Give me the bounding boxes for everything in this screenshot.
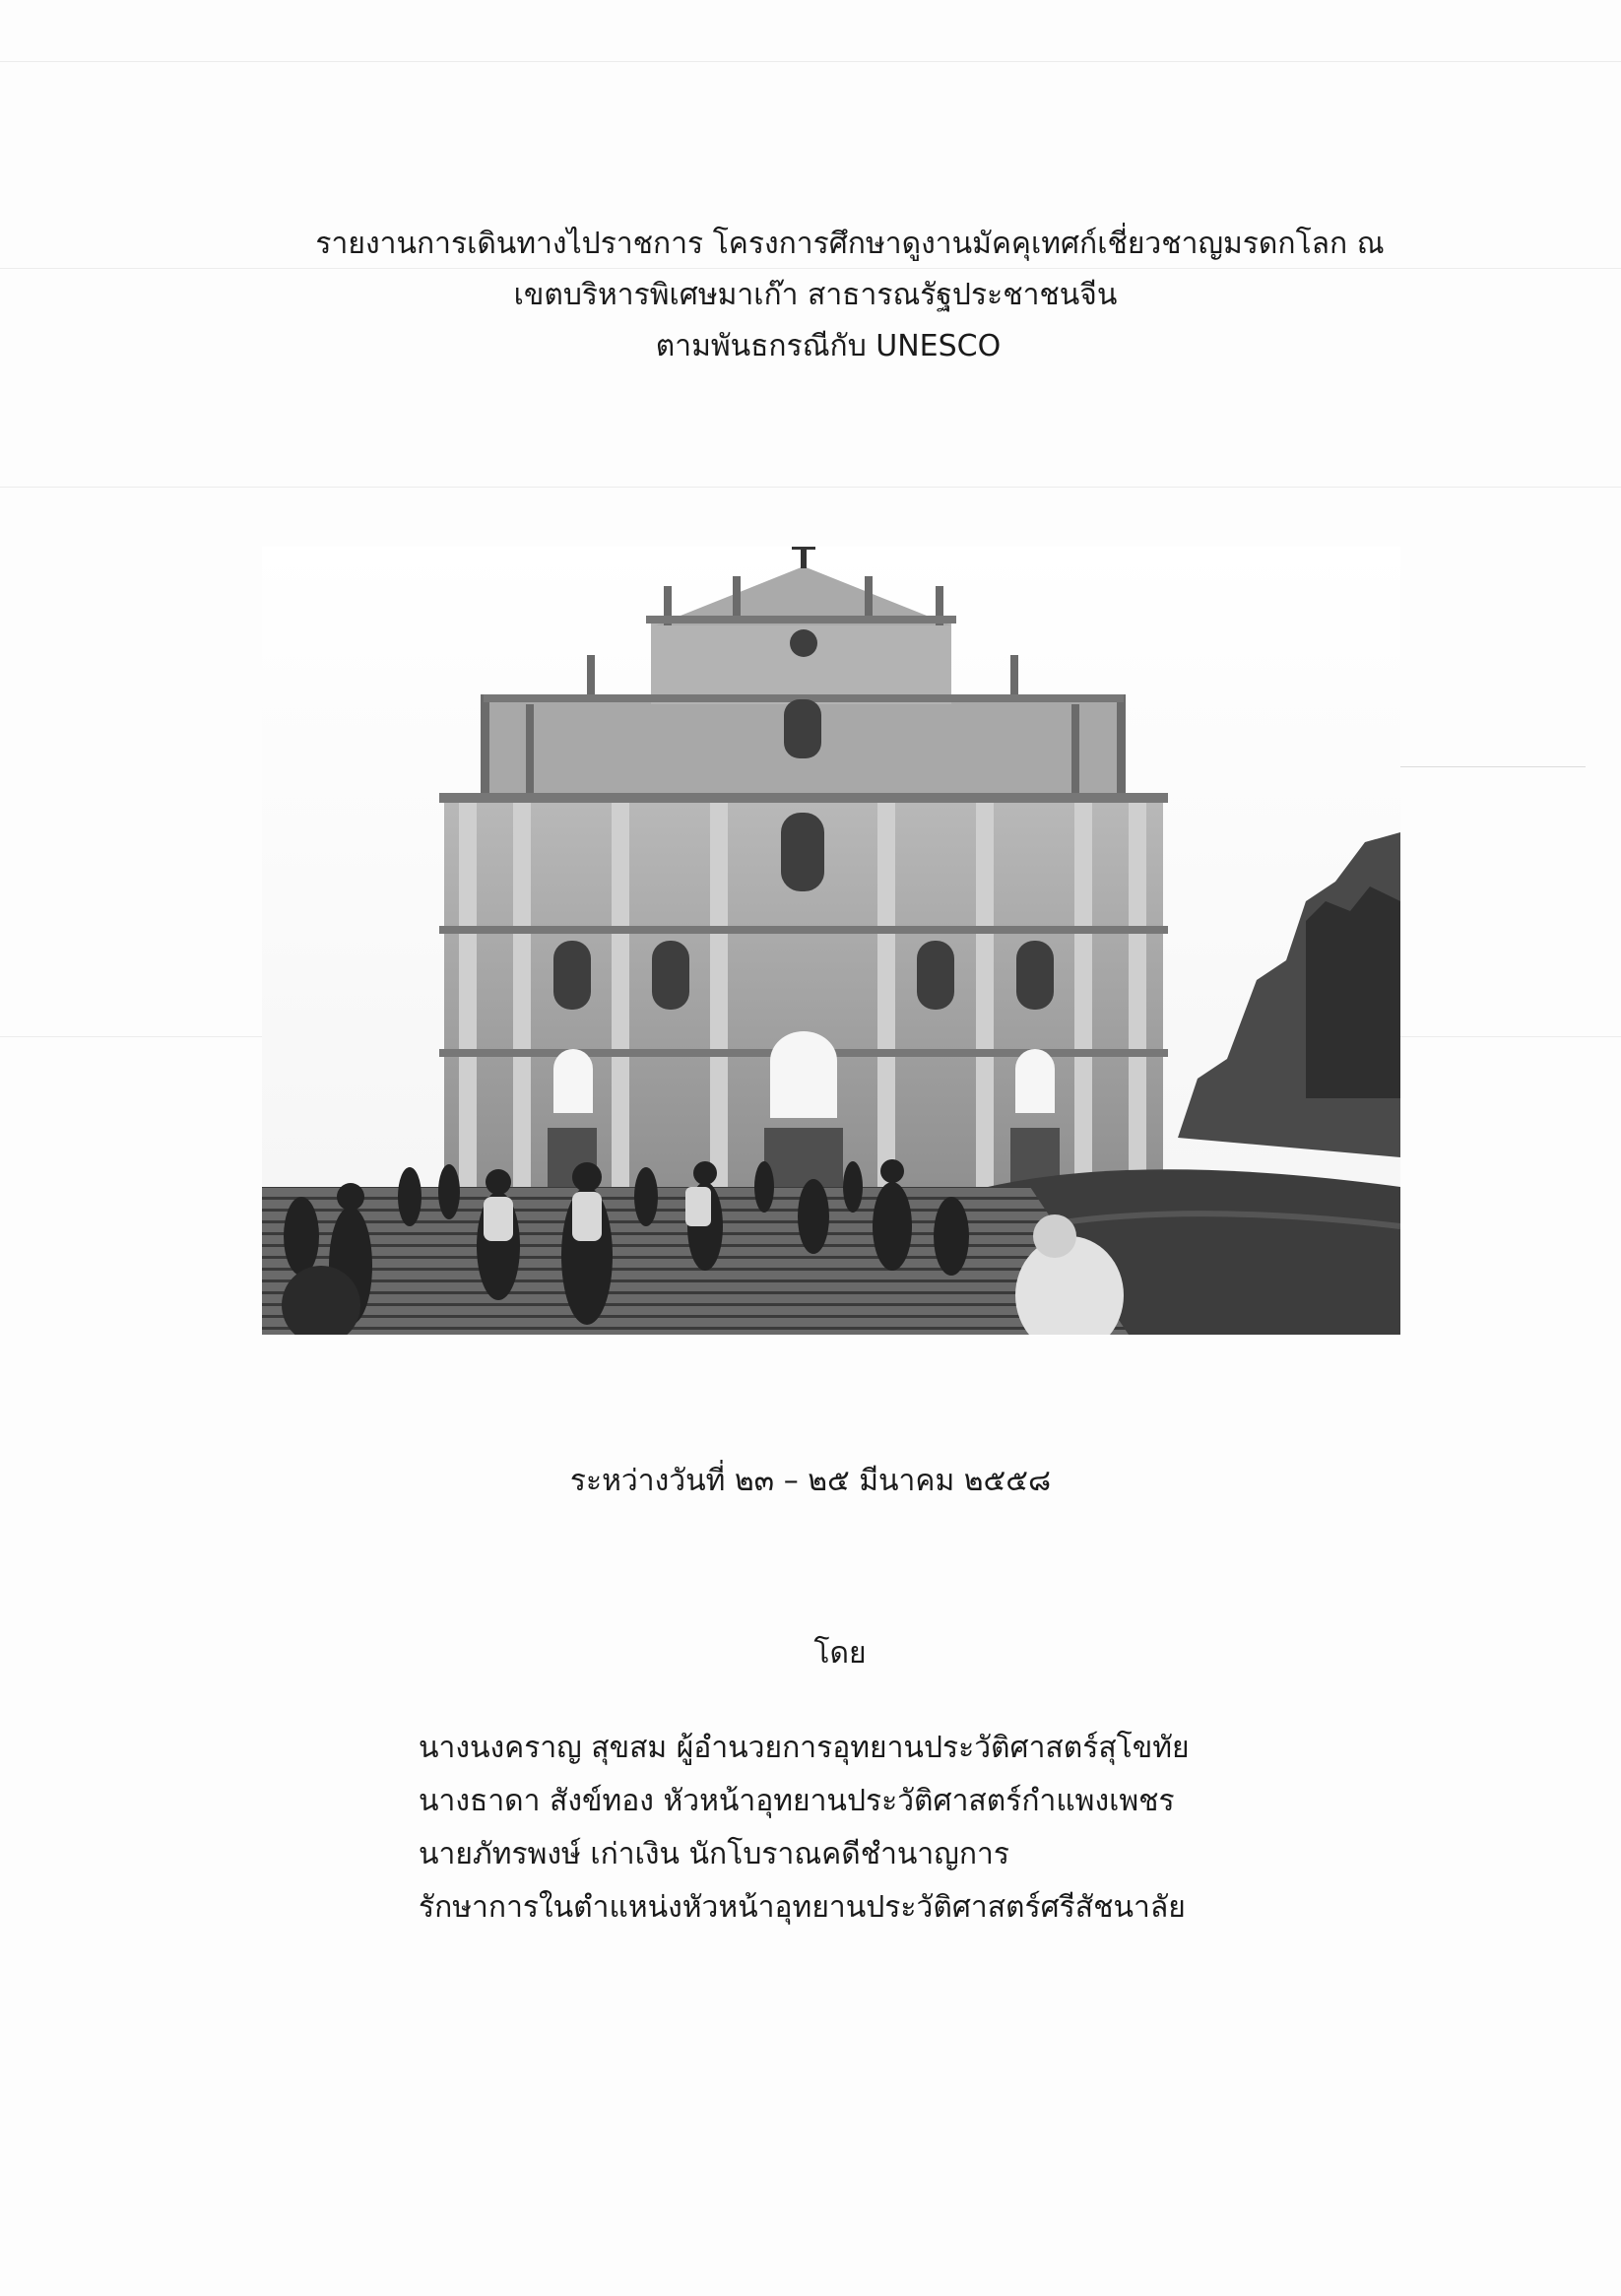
- title-line-2: เขตบริหารพิเศษมาเก๊า สาธารณรัฐประชาชนจีน: [513, 278, 1118, 312]
- title-line-3: ตามพันธกรณีกับ UNESCO: [655, 329, 1002, 363]
- by-label: โดย: [813, 1636, 867, 1671]
- ruins-of-st-paul-photo: [262, 547, 1400, 1335]
- author-line: รักษาการในตำแหน่งหัวหน้าอุทยานประวัติศาสตร์ศรีสัชนาลัย: [419, 1890, 1186, 1925]
- title-line-1: รายงานการเดินทางไปราชการ โครงการศึกษาดูงานมัคคุเทศก์เชี่ยวชาญมรดกโลก ณ: [315, 227, 1385, 261]
- author-line: นางนงคราญ สุขสม ผู้อำนวยการอุทยานประวัติศาสตร์สุโขทัย: [419, 1731, 1190, 1765]
- date-range: ระหว่างวันที่ ๒๓ – ๒๕ มีนาคม ๒๕๕๘: [569, 1464, 1052, 1498]
- author-line: นายภัทรพงษ์ เก่าเงิน นักโบราณคดีชำนาญการ: [419, 1837, 1009, 1871]
- author-list: [419, 1722, 1190, 1935]
- report-title: [0, 219, 1621, 372]
- author-line: นางธาดา สังข์ทอง หัวหน้าอุทยานประวัติศาสตร์กำแพงเพชร: [419, 1784, 1175, 1818]
- scan-line: [0, 61, 1621, 62]
- scan-line: [0, 487, 1621, 488]
